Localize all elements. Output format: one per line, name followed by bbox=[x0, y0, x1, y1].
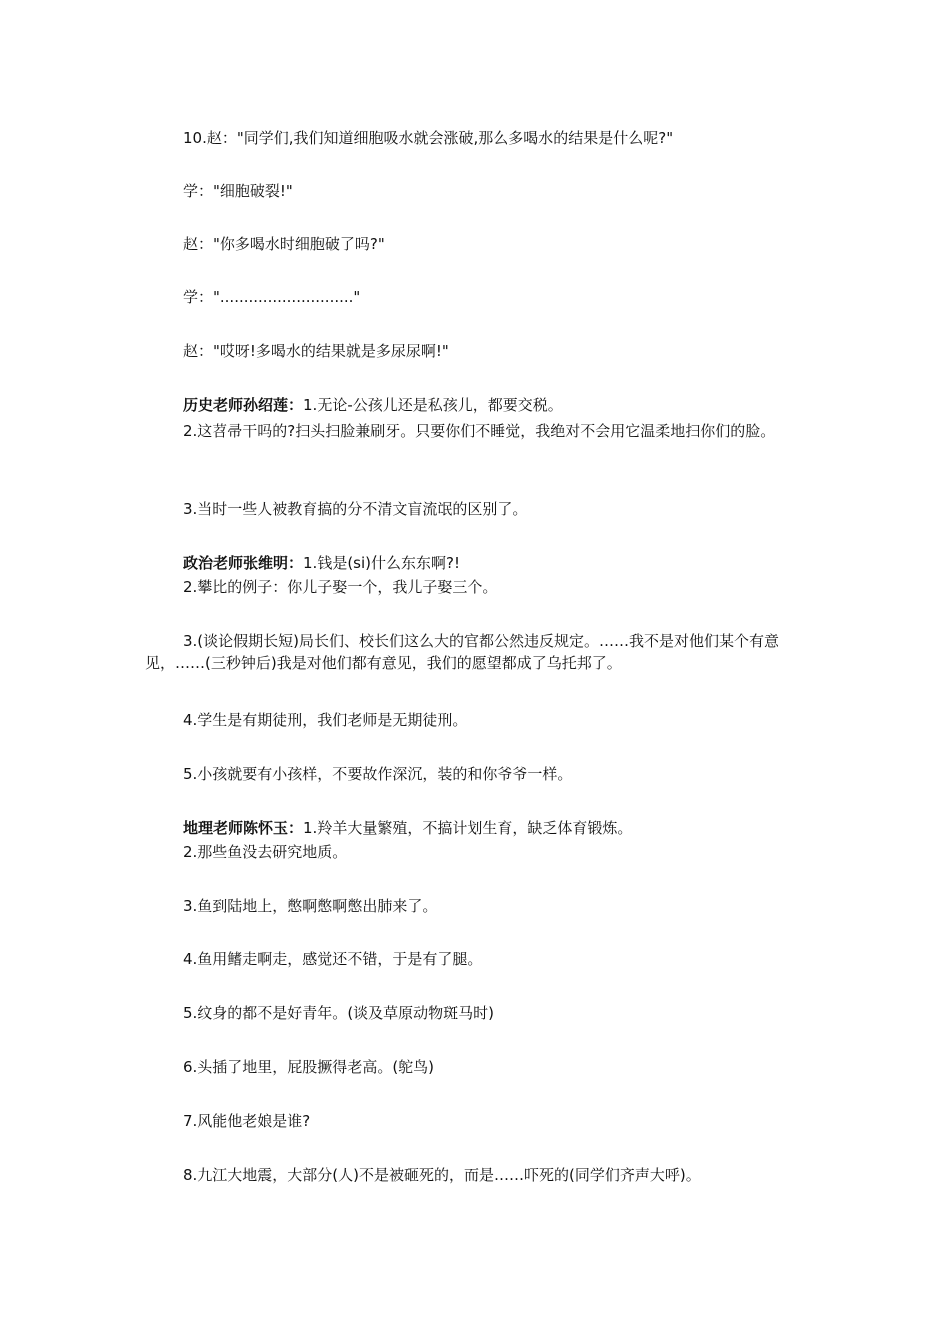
geography-quote-1: 1.羚羊大量繁殖，不搞计划生育，缺乏体育锻炼。 bbox=[303, 819, 633, 837]
dialogue-line-2: 学："细胞破裂!" bbox=[183, 182, 293, 200]
history-quote-2: 2.这苕帚干吗的?扫头扫脸兼刷牙。只要你们不睡觉，我绝对不会用它温柔地扫你们的脸。 bbox=[183, 422, 776, 440]
politics-teacher-label: 政治老师张维明： bbox=[183, 554, 304, 572]
geography-quote-5: 5.纹身的都不是好青年。(谈及草原动物斑马时) bbox=[183, 1004, 495, 1022]
geography-quote-7: 7.风能他老娘是谁? bbox=[183, 1112, 311, 1130]
politics-quote-2: 2.攀比的例子：你儿子娶一个，我儿子娶三个。 bbox=[183, 578, 498, 596]
geography-quote-2: 2.那些鱼没去研究地质。 bbox=[183, 843, 348, 861]
history-teacher-label: 历史老师孙绍莲： bbox=[183, 396, 304, 414]
politics-quote-4: 4.学生是有期徒刑，我们老师是无期徒刑。 bbox=[183, 711, 468, 729]
geography-teacher-label: 地理老师陈怀玉： bbox=[183, 819, 304, 837]
dialogue-line-3: 赵："你多喝水时细胞破了吗?" bbox=[183, 235, 385, 253]
dialogue-line-4: 学："............................" bbox=[183, 288, 361, 306]
geography-quote-8: 8.九江大地震，大部分(人)不是被砸死的，而是……吓死的(同学们齐声大呼)。 bbox=[183, 1166, 701, 1184]
geography-section-heading bbox=[183, 817, 632, 839]
politics-quote-3: 3.(谈论假期长短)局长们、校长们这么大的官都公然违反规定。……我不是对他们某个有意见，……(三秒钟后)我是对他们都有意见，我们的愿望都成了乌托邦了。 bbox=[145, 632, 780, 672]
geography-quote-6: 6.头插了地里，屁股撅得老高。(鸵鸟) bbox=[183, 1058, 435, 1076]
geography-quote-3: 3.鱼到陆地上，憋啊憋啊憋出肺来了。 bbox=[183, 897, 438, 915]
politics-section-heading bbox=[183, 552, 460, 574]
history-quote-3: 3.当时一些人被教育搞的分不清文盲流氓的区别了。 bbox=[183, 500, 528, 518]
politics-quote-5: 5.小孩就要有小孩样，不要故作深沉，装的和你爷爷一样。 bbox=[183, 765, 573, 783]
history-section-heading bbox=[183, 394, 563, 416]
dialogue-line-5: 赵："哎呀!多喝水的结果就是多尿尿啊!" bbox=[183, 342, 449, 360]
history-quote-1: 1.无论-公孩儿还是私孩儿，都要交税。 bbox=[303, 396, 563, 414]
geography-quote-4: 4.鱼用鳍走啊走，感觉还不错，于是有了腿。 bbox=[183, 950, 483, 968]
dialogue-line-1: 10.赵："同学们,我们知道细胞吸水就会涨破,那么多喝水的结果是什么呢?" bbox=[183, 129, 674, 147]
politics-quote-1: 1.钱是(si)什么东东啊?! bbox=[303, 554, 460, 572]
